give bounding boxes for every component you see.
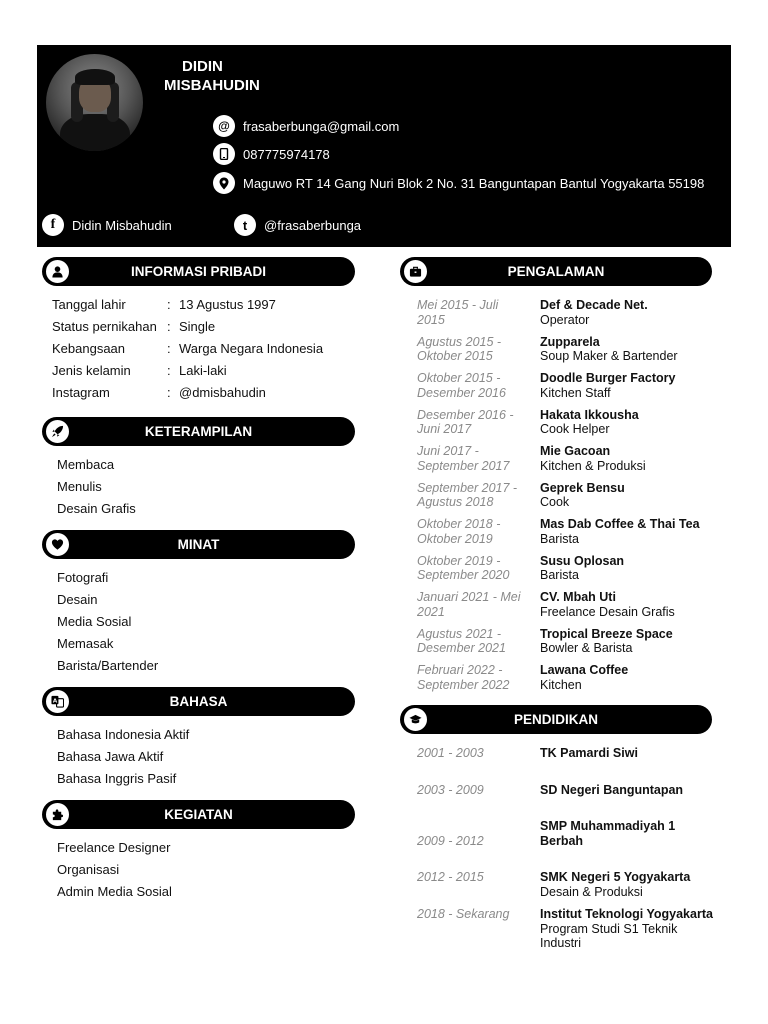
section-title: INFORMASI PRIBADI bbox=[131, 264, 266, 279]
education-school: Berbah bbox=[540, 833, 584, 848]
address-text: Maguwo RT 14 Gang Nuri Blok 2 No. 31 Banguntapan Bantul Yogyakarta 55198 bbox=[243, 175, 705, 191]
experience-date: Agustus 2021 - bbox=[417, 626, 502, 641]
experience-company: CV. Mbah Uti bbox=[540, 590, 616, 604]
info-key: Kebangsaan bbox=[52, 341, 126, 356]
twitter-row bbox=[234, 214, 361, 236]
heart-icon bbox=[44, 531, 71, 558]
info-value: Laki-laki bbox=[179, 363, 227, 378]
experience-role: Kitchen & Produksi bbox=[540, 458, 646, 473]
experience-company: Geprek Bensu bbox=[540, 480, 625, 495]
facebook-row bbox=[42, 214, 172, 236]
experience-role: Cook Helper bbox=[540, 422, 610, 436]
at-icon: @ bbox=[213, 115, 235, 137]
info-sep: : bbox=[167, 385, 171, 400]
interest-item: Memasak bbox=[57, 636, 114, 651]
experience-date: Januari 2021 - Mei bbox=[417, 590, 521, 604]
experience-date: 2021 bbox=[417, 604, 445, 619]
info-key: Instagram bbox=[52, 385, 110, 400]
facebook-name[interactable]: Didin Misbahudin bbox=[72, 217, 172, 233]
experience-company: Mie Gacoan bbox=[540, 444, 611, 458]
full-name bbox=[164, 57, 260, 95]
briefcase-icon bbox=[402, 258, 429, 285]
experience-date: Oktober 2015 - bbox=[417, 371, 501, 385]
experience-role: Cook bbox=[540, 495, 570, 509]
experience-date: Mei 2015 - Juli bbox=[417, 298, 499, 312]
experience-role: Kitchen bbox=[540, 677, 582, 692]
experience-date: Agustus 2015 - bbox=[417, 334, 502, 349]
experience-company: Lawana Coffee bbox=[540, 663, 629, 677]
experience-company: Doodle Burger Factory bbox=[540, 371, 676, 385]
education-school: SMK Negeri 5 Yogyakarta bbox=[540, 870, 691, 884]
skill-item: Membaca bbox=[57, 457, 115, 472]
experience-company: Tropical Breeze Space bbox=[540, 626, 673, 641]
info-value: 13 Agustus 1997 bbox=[179, 297, 276, 312]
experience-date: Oktober 2019 - bbox=[417, 553, 501, 568]
section-title: MINAT bbox=[177, 537, 220, 552]
experience-date: September 2022 bbox=[417, 677, 510, 692]
profile-photo bbox=[46, 54, 143, 151]
section-interests bbox=[42, 530, 355, 559]
experience-date: Desember 2016 bbox=[417, 385, 506, 400]
twitter-icon: t bbox=[234, 214, 256, 236]
info-row bbox=[52, 338, 323, 360]
education-detail: Desain & Produksi bbox=[540, 884, 643, 899]
experience-date: 2015 bbox=[417, 312, 445, 327]
section-education bbox=[400, 705, 712, 734]
education-detail: Program Studi S1 Teknik bbox=[540, 921, 678, 936]
education-date: 2009 - 2012 bbox=[417, 834, 484, 848]
section-skills bbox=[42, 417, 355, 446]
experience-company: Zupparela bbox=[540, 334, 600, 349]
info-row bbox=[52, 360, 227, 382]
experience-date: Oktober 2015 bbox=[417, 349, 493, 363]
location-pin-icon bbox=[213, 172, 235, 194]
section-personal-info bbox=[42, 257, 355, 286]
experience-date: September 2017 bbox=[417, 458, 510, 473]
experience-company: Susu Oplosan bbox=[540, 553, 625, 568]
section-title: KETERAMPILAN bbox=[144, 424, 253, 439]
interest-item: Media Sosial bbox=[57, 614, 132, 629]
interest-item: Desain bbox=[57, 592, 98, 607]
education-school: SMP Muhammadiyah 1 bbox=[540, 819, 676, 833]
activity-item: Freelance Designer bbox=[57, 840, 171, 855]
activity-item: Organisasi bbox=[57, 862, 120, 877]
experience-date: September 2017 - bbox=[417, 480, 518, 495]
experience-role: Soup Maker & Bartender bbox=[540, 349, 678, 363]
experience-date: Juni 2017 bbox=[417, 422, 472, 436]
experience-role: Barista bbox=[540, 531, 579, 546]
experience-role: Freelance Desain Grafis bbox=[540, 604, 675, 619]
info-row bbox=[52, 294, 276, 316]
info-sep: : bbox=[167, 363, 171, 378]
info-row bbox=[52, 316, 215, 338]
info-sep: : bbox=[167, 341, 171, 356]
experience-company: Mas Dab Coffee & Thai Tea bbox=[540, 517, 700, 531]
profile-header bbox=[37, 45, 731, 247]
experience-date: Desember 2016 - bbox=[417, 407, 514, 422]
user-icon bbox=[44, 258, 71, 285]
address-row bbox=[213, 172, 704, 194]
education-school: TK Pamardi Siwi bbox=[540, 746, 638, 760]
first-name: DIDIN bbox=[182, 58, 223, 75]
experience-role: Operator bbox=[540, 312, 590, 327]
experience-role: Kitchen Staff bbox=[540, 385, 611, 400]
email-text[interactable]: frasaberbunga@gmail.com bbox=[243, 118, 400, 134]
section-title: KEGIATAN bbox=[164, 807, 233, 822]
experience-date: Agustus 2018 bbox=[417, 495, 494, 509]
twitter-handle[interactable]: @frasaberbunga bbox=[264, 217, 362, 233]
experience-role: Barista bbox=[540, 568, 579, 582]
info-value: Warga Negara Indonesia bbox=[179, 341, 324, 356]
info-sep: : bbox=[167, 319, 171, 334]
section-languages bbox=[42, 687, 355, 716]
language-item: Bahasa Indonesia Aktif bbox=[57, 727, 190, 742]
language-item: Bahasa Inggris Pasif bbox=[57, 771, 177, 786]
interest-item: Fotografi bbox=[57, 570, 109, 585]
experience-company: Hakata Ikkousha bbox=[540, 407, 639, 422]
svg-text:A: A bbox=[52, 698, 58, 705]
section-activities bbox=[42, 800, 355, 829]
experience-date: September 2020 bbox=[417, 568, 510, 582]
info-key: Tanggal lahir bbox=[52, 297, 126, 312]
email-row bbox=[213, 115, 399, 137]
experience-date: Februari 2022 - bbox=[417, 663, 503, 677]
section-experience bbox=[400, 257, 712, 286]
rocket-icon bbox=[44, 418, 71, 445]
section-title: PENDIDIKAN bbox=[513, 712, 598, 727]
education-school: SD Negeri Banguntapan bbox=[540, 783, 684, 797]
experience-role: Bowler & Barista bbox=[540, 641, 633, 655]
experience-company: Def & Decade Net. bbox=[540, 298, 648, 312]
phone-icon bbox=[213, 143, 235, 165]
puzzle-icon bbox=[44, 801, 71, 828]
interest-item: Barista/Bartender bbox=[57, 658, 159, 673]
phone-text[interactable]: 087775974178 bbox=[243, 146, 330, 162]
info-key: Status pernikahan bbox=[52, 319, 157, 334]
education-date: 2001 - 2003 bbox=[417, 746, 484, 760]
language-item: Bahasa Jawa Aktif bbox=[57, 749, 164, 764]
section-title: BAHASA bbox=[169, 694, 228, 709]
experience-date: Desember 2021 bbox=[417, 641, 506, 655]
experience-date: Oktober 2019 bbox=[417, 531, 493, 546]
education-date: 2018 - Sekarang bbox=[417, 907, 510, 921]
info-key: Jenis kelamin bbox=[52, 363, 131, 378]
section-title: PENGALAMAN bbox=[507, 264, 605, 279]
activity-item: Admin Media Sosial bbox=[57, 884, 172, 899]
info-value: Single bbox=[179, 319, 216, 334]
info-row bbox=[52, 382, 266, 404]
skill-item: Menulis bbox=[57, 479, 102, 494]
education-date: 2012 - 2015 bbox=[417, 870, 484, 884]
last-name: MISBAHUDIN bbox=[164, 77, 260, 94]
translate-icon bbox=[44, 688, 71, 715]
info-sep: : bbox=[167, 297, 171, 312]
skill-item: Desain Grafis bbox=[57, 501, 136, 516]
experience-date: Oktober 2018 - bbox=[417, 517, 501, 531]
facebook-icon: f bbox=[42, 214, 64, 236]
graduation-cap-icon bbox=[402, 706, 429, 733]
info-value: @dmisbahudin bbox=[179, 385, 266, 400]
education-date: 2003 - 2009 bbox=[417, 783, 484, 797]
experience-date: Juni 2017 - bbox=[417, 444, 479, 458]
education-detail: Industri bbox=[540, 936, 581, 950]
education-school: Institut Teknologi Yogyakarta bbox=[540, 907, 713, 921]
phone-row bbox=[213, 143, 330, 165]
